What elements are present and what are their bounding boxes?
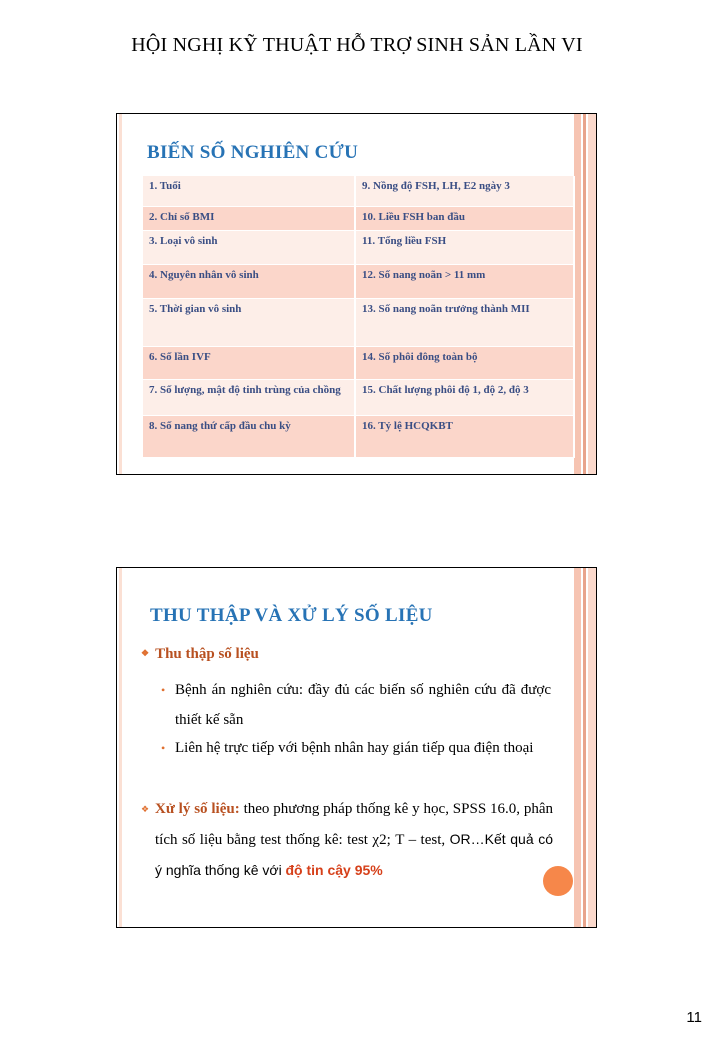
- table-cell: 10. Liều FSH ban đầu: [355, 206, 574, 230]
- slide-right-stripe: [583, 568, 586, 927]
- collection-item-text: Liên hệ trực tiếp với bệnh nhân hay gián tiếp qua điện thoại: [175, 740, 534, 756]
- table-cell: 2. Chỉ số BMI: [142, 206, 355, 230]
- slide-data-collection: [116, 567, 597, 928]
- table-row: [142, 176, 574, 206]
- diamond-bullet-icon: ❖: [141, 804, 150, 814]
- page-number: 11: [686, 1009, 702, 1026]
- table-cell: 8. Số nang thứ cấp đầu chu kỳ: [142, 415, 355, 457]
- table-cell: 5. Thời gian vô sinh: [142, 298, 355, 346]
- processing-text-2: OR…Kết quả có ý nghĩa thống kê với: [155, 831, 554, 878]
- table-cell: 14. Số phôi đông toàn bộ: [355, 346, 574, 379]
- collection-item: [161, 733, 551, 763]
- slide-right-stripe: [574, 114, 581, 474]
- decorative-circle: [543, 866, 573, 896]
- collection-heading-text: Thu thập số liệu: [155, 646, 259, 662]
- processing-text: theo phương pháp thống kê y học, SPSS 16.0, phân tích số liệu bằng test thống kê: test χ2; T – test,: [155, 801, 554, 848]
- slide-right-stripe: [574, 568, 581, 927]
- table-cell: 6. Số lần IVF: [142, 346, 355, 379]
- table-row: [142, 206, 574, 230]
- table-row: [142, 379, 574, 415]
- slide-title: BIẾN SỐ NGHIÊN CỨU: [147, 142, 359, 163]
- collection-item-text: Bệnh án nghiên cứu: đầy đủ các biến số nghiên cứu đã được thiết kế sẵn: [175, 682, 551, 728]
- collection-heading: [141, 646, 259, 663]
- variables-table: [141, 176, 575, 458]
- slide-right-stripe: [583, 114, 586, 474]
- table-cell: 7. Số lượng, mật độ tinh trùng của chồng: [142, 379, 355, 415]
- slide-left-stripe: [119, 568, 122, 927]
- processing-heading: Xử lý số liệu:: [155, 801, 240, 817]
- slide-right-stripe: [588, 114, 596, 474]
- table-cell: 3. Loại vô sinh: [142, 230, 355, 264]
- table-cell: 13. Số nang noãn trưởng thành MII: [355, 298, 574, 346]
- dot-bullet-icon: •: [161, 683, 166, 697]
- table-cell: 1. Tuổi: [142, 176, 355, 206]
- table-row: [142, 230, 574, 264]
- diamond-bullet-icon: ❖: [141, 648, 150, 658]
- table-cell: 4. Nguyên nhân vô sinh: [142, 264, 355, 298]
- table-row: [142, 415, 574, 457]
- processing-body: [155, 794, 553, 886]
- dot-bullet-icon: •: [161, 741, 166, 755]
- slide-left-stripe: [119, 114, 122, 474]
- table-cell: 9. Nồng độ FSH, LH, E2 ngày 3: [355, 176, 574, 206]
- table-row: [142, 298, 574, 346]
- document-header: HỘI NGHỊ KỸ THUẬT HỖ TRỢ SINH SẢN LẦN VI: [131, 34, 583, 56]
- table-row: [142, 346, 574, 379]
- slide-right-stripe: [588, 568, 596, 927]
- processing-paragraph: [141, 794, 553, 886]
- slide-research-variables: [116, 113, 597, 475]
- table-cell: 16. Tỷ lệ HCQKBT: [355, 415, 574, 457]
- table-cell: 11. Tổng liều FSH: [355, 230, 574, 264]
- collection-item: [161, 675, 551, 735]
- table-cell: 12. Số nang noãn > 11 mm: [355, 264, 574, 298]
- slide-title: THU THẬP VÀ XỬ LÝ SỐ LIỆU: [150, 605, 433, 626]
- table-row: [142, 264, 574, 298]
- table-cell: 15. Chất lượng phôi độ 1, độ 2, độ 3: [355, 379, 574, 415]
- confidence-highlight: độ tin cậy 95%: [285, 862, 383, 878]
